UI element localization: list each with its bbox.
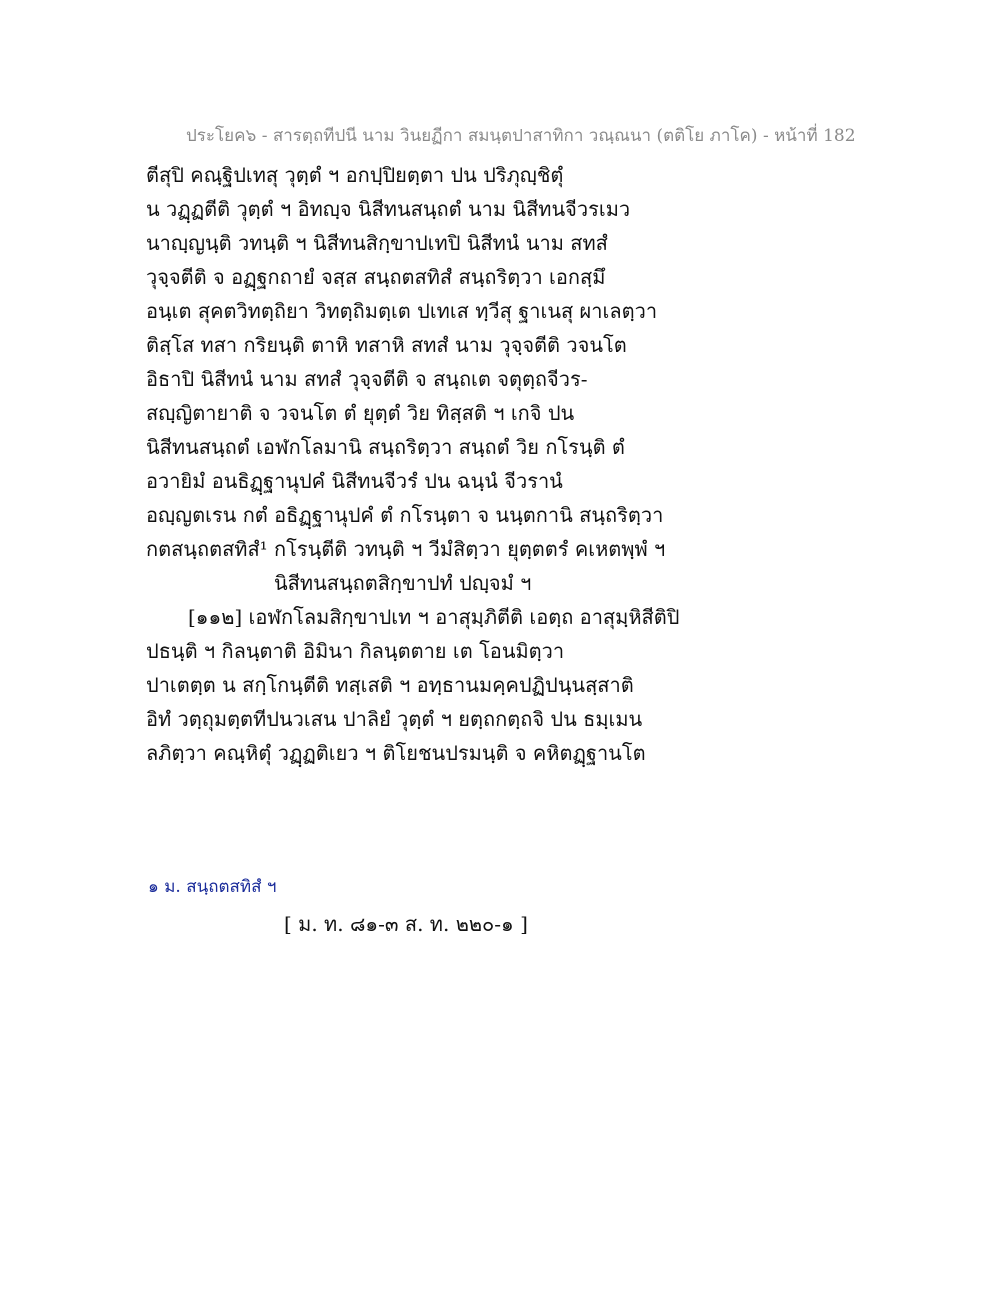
body-line: ปธนฺติ ฯ กิลนฺตาติ อิมินา กิลนฺตตาย เต โอนมิตฺวา	[146, 639, 565, 663]
page-reference: [ ม. ท. ๘๑-๓ ส. ท. ๒๒๐-๑ ]	[284, 912, 528, 936]
body-line: สญฺญิตายาติ จ วจนโต ตํ ยุตฺตํ วิย ทิสฺสติ ฯ เกจิ ปน	[146, 401, 575, 425]
body-line: นาญฺญนฺติ วทนฺติ ฯ นิสีทนสิกฺขาปเทปิ นิสีทนํ นาม สทสํ	[146, 231, 608, 255]
body-line: ตีสุปิ คณฺฐิปเทสุ วุตฺตํ ฯ อกปฺปิยตฺตา ปน ปริภุญฺชิตุํ	[146, 163, 564, 187]
body-line: ลภิตฺวา คณฺหิตุํ วฏฺฏติเยว ฯ ติโยชนปรมนฺติ จ คหิตฏฺฐานโต	[146, 741, 646, 765]
body-line: วุจฺจตีติ จ อฏฺฐกถายํ จสฺส สนฺถตสทิสํ สนฺถริตฺวา เอกสฺมึ	[146, 265, 606, 289]
page-header: ประโยค๖ - สารตฺถทีปนี นาม วินยฏีกา สมนฺตปาสาทิกา วณฺณนา (ตติโย ภาโค) - หน้าที่ 182	[186, 126, 856, 146]
paragraph-start-line: [๑๑๒] เอฬกโลมสิกฺขาปเท ฯ อาสุมฺภิตีติ เอตฺถ อาสุมฺหิสีติปิ	[188, 605, 680, 629]
body-line: อิทํ วตฺถุมตฺตทีปนวเสน ปาลิยํ วุตฺตํ ฯ ยตฺถกตฺถจิ ปน ธมฺเมน	[146, 707, 643, 731]
body-line: นิสีทนสนฺถตํ เอฬกโลมานิ สนฺถริตฺวา สนฺถตํ วิย กโรนฺติ ตํ	[146, 435, 625, 459]
body-line: น วฏฺฏตีติ วุตฺตํ ฯ อิทญฺจ นิสีทนสนฺถตํ นาม นิสีทนจีวรเมว	[146, 197, 631, 221]
body-line: ปาเตตฺต น สกฺโกนฺตีติ ทสฺเสติ ฯ อทฺธานมคฺคปฏิปนฺนสฺสาติ	[146, 673, 634, 697]
body-line: ติสฺโส ทสา กริยนฺติ ตาหิ ทสาหิ สทสํ นาม วุจฺจตีติ วจนโต	[146, 333, 627, 357]
footnote: ๑ ม. สนฺถตสทิสํ ฯ	[148, 877, 277, 897]
body-text	[146, 158, 686, 770]
body-line: กตสนฺถตสทิสํ¹ กโรนฺตีติ วทนฺติ ฯ วีมํสิตฺวา ยุตฺตตรํ คเหตพฺพํ ฯ	[146, 537, 666, 561]
body-line: อนฺเต สุคตวิทตฺถิยา วิทตฺถิมตฺเต ปเทเส ทฺวีสุ ฐาเนสุ ผาเลตฺวา	[146, 299, 658, 323]
section-end-title: นิสีทนสนฺถตสิกฺขาปทํ ปญฺจมํ ฯ	[274, 571, 532, 595]
body-line: อวายิมํ อนธิฏฺฐานุปคํ นิสีทนจีวรํ ปน ฉนฺนํ จีวรานํ	[146, 469, 563, 493]
body-line: อิธาปิ นิสีทนํ นาม สทสํ วุจฺจตีติ จ สนฺถเต จตุตฺถจีวร-	[146, 367, 588, 391]
body-line: อญฺญตเรน กตํ อธิฏฺฐานุปคํ ตํ กโรนฺตา จ นนฺตกานิ สนฺถริตฺวา	[146, 503, 664, 527]
